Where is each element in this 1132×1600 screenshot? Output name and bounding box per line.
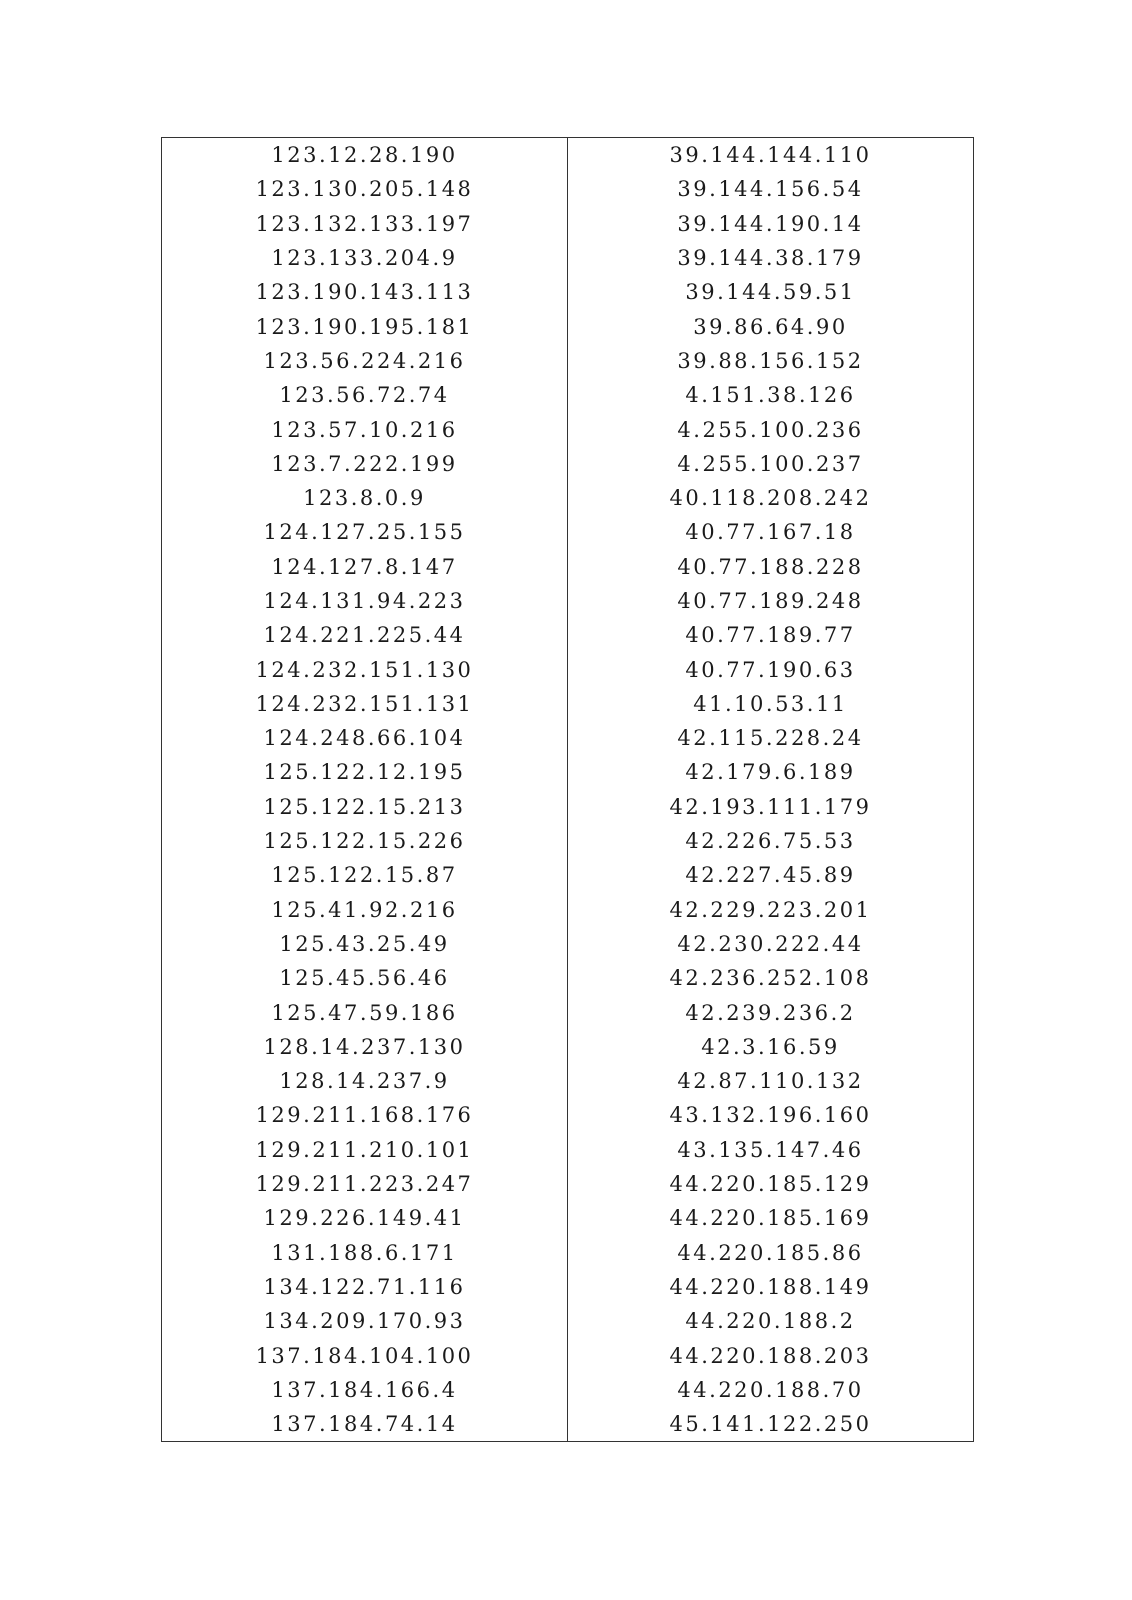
ip-cell-right: 39.144.190.14	[568, 207, 974, 241]
ip-cell-left: 123.190.143.113	[162, 275, 568, 309]
ip-cell-left: 137.184.74.14	[162, 1407, 568, 1442]
table-row	[162, 927, 974, 961]
ip-cell-left: 129.211.168.176	[162, 1098, 568, 1132]
ip-cell-right: 39.144.144.110	[568, 138, 974, 173]
ip-cell-left: 123.57.10.216	[162, 412, 568, 446]
ip-cell-right: 42.115.228.24	[568, 721, 974, 755]
table-row	[162, 790, 974, 824]
table-row	[162, 412, 974, 446]
ip-cell-left: 125.41.92.216	[162, 893, 568, 927]
ip-cell-left: 128.14.237.130	[162, 1030, 568, 1064]
ip-cell-left: 125.47.59.186	[162, 995, 568, 1029]
table-row	[162, 995, 974, 1029]
table-row	[162, 1373, 974, 1407]
ip-cell-right: 44.220.188.203	[568, 1338, 974, 1372]
table-row	[162, 515, 974, 549]
ip-cell-left: 123.130.205.148	[162, 172, 568, 206]
table-row	[162, 1304, 974, 1338]
ip-cell-right: 42.226.75.53	[568, 824, 974, 858]
table-row	[162, 584, 974, 618]
ip-cell-right: 4.255.100.236	[568, 412, 974, 446]
table-row	[162, 447, 974, 481]
table-row	[162, 241, 974, 275]
table-row	[162, 172, 974, 206]
ip-cell-right: 4.151.38.126	[568, 378, 974, 412]
ip-cell-right: 40.77.189.77	[568, 618, 974, 652]
ip-cell-left: 131.188.6.171	[162, 1236, 568, 1270]
table-row	[162, 378, 974, 412]
ip-cell-left: 129.211.210.101	[162, 1133, 568, 1167]
ip-cell-left: 125.122.15.87	[162, 858, 568, 892]
ip-cell-left: 124.232.151.130	[162, 652, 568, 686]
table-row	[162, 138, 974, 173]
ip-cell-right: 42.229.223.201	[568, 893, 974, 927]
ip-cell-left: 123.8.0.9	[162, 481, 568, 515]
ip-cell-left: 123.190.195.181	[162, 309, 568, 343]
table-row	[162, 1201, 974, 1235]
ip-cell-right: 42.179.6.189	[568, 755, 974, 789]
table-row	[162, 309, 974, 343]
ip-cell-right: 42.87.110.132	[568, 1064, 974, 1098]
table-row	[162, 207, 974, 241]
ip-cell-left: 129.226.149.41	[162, 1201, 568, 1235]
ip-cell-left: 123.133.204.9	[162, 241, 568, 275]
ip-cell-left: 125.45.56.46	[162, 961, 568, 995]
ip-cell-right: 39.144.38.179	[568, 241, 974, 275]
table-row	[162, 755, 974, 789]
ip-cell-left: 124.232.151.131	[162, 687, 568, 721]
table-row	[162, 344, 974, 378]
ip-address-table	[161, 137, 974, 1442]
ip-cell-right: 42.230.222.44	[568, 927, 974, 961]
table-row	[162, 550, 974, 584]
table-row	[162, 687, 974, 721]
ip-cell-right: 4.255.100.237	[568, 447, 974, 481]
ip-cell-left: 129.211.223.247	[162, 1167, 568, 1201]
table-row	[162, 858, 974, 892]
ip-cell-left: 123.132.133.197	[162, 207, 568, 241]
ip-cell-right: 43.132.196.160	[568, 1098, 974, 1132]
ip-cell-right: 39.144.156.54	[568, 172, 974, 206]
table-row	[162, 1270, 974, 1304]
ip-cell-left: 124.131.94.223	[162, 584, 568, 618]
ip-cell-right: 44.220.185.86	[568, 1236, 974, 1270]
ip-cell-right: 40.77.167.18	[568, 515, 974, 549]
table-row	[162, 1098, 974, 1132]
table-row	[162, 721, 974, 755]
ip-cell-left: 125.122.15.213	[162, 790, 568, 824]
ip-cell-left: 123.7.222.199	[162, 447, 568, 481]
ip-cell-right: 42.239.236.2	[568, 995, 974, 1029]
ip-cell-right: 41.10.53.11	[568, 687, 974, 721]
table-row	[162, 1407, 974, 1442]
ip-cell-right: 40.118.208.242	[568, 481, 974, 515]
ip-cell-right: 42.3.16.59	[568, 1030, 974, 1064]
ip-cell-right: 44.220.185.129	[568, 1167, 974, 1201]
ip-cell-right: 39.144.59.51	[568, 275, 974, 309]
ip-cell-right: 44.220.185.169	[568, 1201, 974, 1235]
ip-cell-left: 125.122.15.226	[162, 824, 568, 858]
table-row	[162, 481, 974, 515]
table-row	[162, 893, 974, 927]
ip-cell-left: 125.122.12.195	[162, 755, 568, 789]
ip-cell-right: 42.227.45.89	[568, 858, 974, 892]
ip-cell-left: 124.221.225.44	[162, 618, 568, 652]
ip-cell-right: 42.236.252.108	[568, 961, 974, 995]
ip-cell-left: 134.122.71.116	[162, 1270, 568, 1304]
table-row	[162, 652, 974, 686]
table-row	[162, 824, 974, 858]
ip-cell-right: 39.86.64.90	[568, 309, 974, 343]
ip-cell-left: 125.43.25.49	[162, 927, 568, 961]
ip-cell-left: 123.56.224.216	[162, 344, 568, 378]
table-row	[162, 275, 974, 309]
ip-cell-left: 137.184.166.4	[162, 1373, 568, 1407]
ip-cell-left: 123.56.72.74	[162, 378, 568, 412]
ip-cell-left: 124.248.66.104	[162, 721, 568, 755]
ip-cell-right: 45.141.122.250	[568, 1407, 974, 1442]
ip-cell-left: 137.184.104.100	[162, 1338, 568, 1372]
ip-cell-left: 128.14.237.9	[162, 1064, 568, 1098]
ip-cell-right: 43.135.147.46	[568, 1133, 974, 1167]
ip-cell-left: 124.127.8.147	[162, 550, 568, 584]
table-row	[162, 1167, 974, 1201]
ip-cell-left: 134.209.170.93	[162, 1304, 568, 1338]
table-row	[162, 1030, 974, 1064]
ip-cell-right: 39.88.156.152	[568, 344, 974, 378]
ip-cell-left: 124.127.25.155	[162, 515, 568, 549]
ip-cell-left: 123.12.28.190	[162, 138, 568, 173]
ip-cell-right: 42.193.111.179	[568, 790, 974, 824]
ip-cell-right: 44.220.188.149	[568, 1270, 974, 1304]
ip-cell-right: 40.77.190.63	[568, 652, 974, 686]
ip-cell-right: 44.220.188.70	[568, 1373, 974, 1407]
table-row	[162, 1133, 974, 1167]
table-row	[162, 1064, 974, 1098]
ip-cell-right: 40.77.188.228	[568, 550, 974, 584]
ip-cell-right: 40.77.189.248	[568, 584, 974, 618]
table-row	[162, 618, 974, 652]
table-row	[162, 1236, 974, 1270]
ip-cell-right: 44.220.188.2	[568, 1304, 974, 1338]
table-row	[162, 1338, 974, 1372]
table-row	[162, 961, 974, 995]
ip-table-body	[162, 138, 974, 1442]
